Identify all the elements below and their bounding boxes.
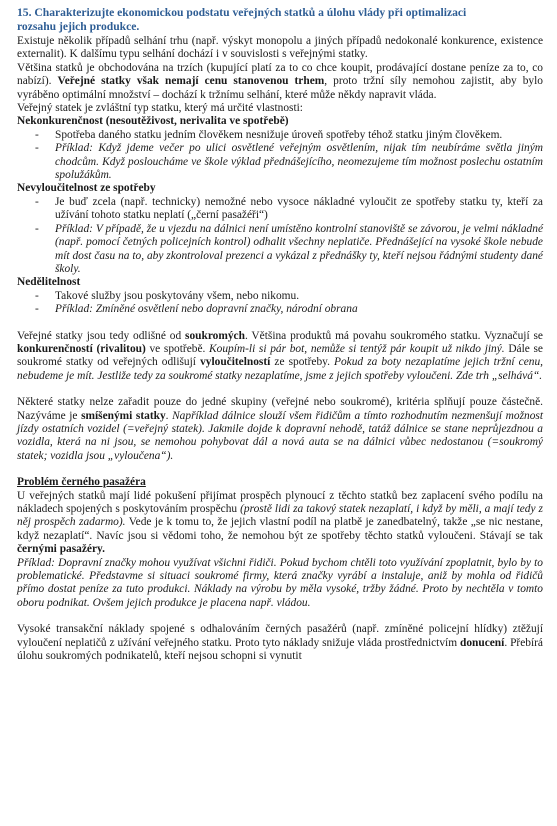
text-run: Vysoké transakční náklady spojené s odhalováním černých pasažérů (např. zmíněné policejní hlídky) ztěžují vyloučení neplatičů z užívání veřejného statku. Proto tyto náklady snižuje vláda prostřednictvím	[17, 623, 543, 649]
list-item-text: Takové služby jsou poskytovány všem, nebo nikomu.	[55, 289, 300, 302]
text-run: .	[165, 409, 173, 422]
property-heading-nonrivalry: Nekonkurenčnost (nesoutěživost, nerivalita ve spotřebě)	[17, 115, 289, 128]
free-rider-paragraph	[17, 490, 543, 557]
list-item: - Takové služby jsou poskytovány všem, nebo nikomu.	[35, 289, 300, 302]
spacer	[17, 610, 543, 623]
example-text: Pokud za boty nezaplatíme jejich tržní cenu, nebudeme je mít. Jestliže tedy za soukromé statky nezaplatíme, jsme z jejich spotřeby vyloučeni. Zde trh „selhává“.	[17, 356, 543, 382]
list-item-text: Spotřeba daného statku jedním člověkem nesnižuje úroveň spotřeby téhož statku jiným člověkem.	[55, 128, 503, 141]
transaction-costs-paragraph	[17, 623, 543, 663]
spacer	[17, 463, 543, 476]
property-heading-indivisibility: Nedělitelnost	[17, 276, 81, 289]
example-text: (prostě lidi za takový statek nezaplatí, i když by měli, a mají tedy z něj prospěch zadarmo).	[17, 503, 543, 529]
text-run: Většina statků je obchodována na trzích (kupující platí za to co chce koupit, prodávající dostane peníze za to, co nabízí).	[17, 61, 543, 88]
list-item: - Příklad: V případě, že u vjezdu na dálnici není umístěno kontrolní stanoviště se závorou, je velmi nákladné (např. pomocí četných policejních kontrol) odhalit všechny neplatiče. Přednášející na vysoké škole nebude mít dost času na to, aby zkontroloval prezenci a vykázal z přednášky ty, kteří nejsou řádnými studenty dané školy.	[35, 222, 543, 275]
title-line-1: 15. Charakterizujte ekonomickou podstatu veřejných statků a úlohu vlády při optimalizaci	[17, 6, 467, 19]
text-run: Některé statky nelze zařadit pouze do jedné skupiny (veřejné nebo soukromé), kritéria splňují pouze částečně. Nazýváme je	[17, 396, 543, 422]
list-item-text: Je buď zcela (např. technicky) nemožné nebo vysoce nákladné vyloučit ze spotřeby statku ty, kteří za užívání tohoto statku neplatí („černí pasažéři“)	[55, 195, 543, 222]
emphasis: vyloučitelností	[200, 356, 271, 369]
spacer	[17, 383, 543, 396]
free-rider-heading: Problém černého pasažéra	[17, 476, 146, 489]
spacer	[17, 317, 543, 330]
text-run: Dále se soukromé statky od veřejných odlišují	[17, 342, 543, 369]
text-run: Veřejné statky jsou tedy odlišné od	[17, 329, 186, 342]
text-run: ze spotřeby.	[270, 356, 335, 369]
text-run: , proto tržní síly nemohou zajistit, aby bylo vyráběno optimální množství – dochází k tržnímu selhání, které může někdy napravit vláda.	[17, 75, 543, 101]
list-item-text: Příklad: Zmíněné osvětlení nebo dopravní značky, národní obrana	[55, 303, 358, 316]
property-heading-nonexcludability: Nevyloučitelnost ze spotřeby	[17, 182, 156, 195]
text-run: ve spotřebě.	[145, 342, 210, 355]
property-list-nonrivalry	[17, 129, 543, 183]
title-line-2: rozsahu jejich produkce.	[17, 20, 140, 33]
property-list-indivisibility	[17, 290, 543, 317]
example-text: Koupím-li si pár bot, nemůže si tentýž pár koupit už nikdo jiný.	[209, 342, 505, 355]
list-item: - Příklad: Když jdeme večer po ulici osvětlené veřejným osvětlením, nijak tím neubíráme světla jiným chodcům. Když posloucháme ve škole výklad přednášejícího, neomezujeme tím možnost poslechu ostatním spolužákům.	[35, 142, 543, 182]
list-item: - Příklad: Zmíněné osvětlení nebo dopravní značky, národní obrana	[35, 303, 358, 316]
intro-paragraph-3: Veřejný statek je zvláštní typ statku, který má určité vlastnosti:	[17, 102, 303, 115]
question-title	[17, 6, 543, 34]
intro-paragraph-2	[17, 62, 543, 102]
list-item-text: Příklad: Když jdeme večer po ulici osvětlené veřejným osvětlením, nijak tím neubíráme světla jiným chodcům. Když posloucháme ve škole výklad přednášejícího, neomezujeme tím možnost poslechu ostatním spolužákům.	[55, 142, 543, 182]
list-item: - Spotřeba daného statku jedním člověkem nesnižuje úroveň spotřeby téhož statku jiným člověkem.	[35, 128, 503, 141]
emphasis: černými pasažéry.	[17, 543, 105, 556]
property-list-nonexcludability	[17, 196, 543, 276]
example-text: Příklad: Dopravní značky mohou využívat všichni řidiči. Pokud bychom chtěli toto využívání zpoplatnit, bylo by to problematické. Představme si situaci soukromé firmy, která značky vyrábí a instaluje, aniž by mohla od řidičů přímo dostat peníze za tuto produkci. Náklady na výrobu by měla vysoké, tržby žádné. Proto by nechtěla v tomto oboru podnikat. Ovšem jejich produkce je placena např. vládou.	[17, 556, 543, 609]
private-goods-paragraph	[17, 330, 543, 384]
example-text: Například dálnice slouží všem řidičům a tímto rozhodnutím nezmenšují možnost jízdy ostatních vozidel (=veřejný statek). Jakmile dojde k dopravní nehodě, tatáž dálnice se stane neprůjezdnou a vozidla, která na ni jsou, se nemohou pohybovat dál a nová auta se na dálnici vůbec nedostanou (=soukromý statek; vozidla jsou „vyloučena“).	[17, 409, 543, 462]
emphasis: konkurenčností (rivalitou)	[17, 342, 146, 355]
text-run: U veřejných statků mají lidé pokušení přijímat prospěch plynoucí z těchto statků bez zaplacení svého podílu na nákladech spojených s poskytováním prospěchu	[17, 489, 543, 515]
emphasis: smíšenými statky	[81, 409, 166, 422]
emphasis: Veřejné statky však nemají cenu stanovenou trhem	[57, 75, 325, 88]
text-run: . Většina produktů má povahu soukromého statku. Vyznačují se	[244, 329, 543, 342]
list-item: - Je buď zcela (např. technicky) nemožné nebo vysoce nákladné vyloučit ze spotřeby statku ty, kteří za užívání tohoto statku neplatí („černí pasažéři“)	[35, 195, 543, 222]
free-rider-example	[17, 557, 543, 611]
list-item-text: Příklad: V případě, že u vjezdu na dálnici není umístěno kontrolní stanoviště se závorou, je velmi nákladné (např. pomocí četných policejních kontrol) odhalit všechny neplatiče. Přednášející na vysoké škole nebude mít dost času na to, aby zkontroloval prezenci a vykázal z přednášky ty, kteří nejsou řádnými studenty dané školy.	[55, 222, 543, 275]
emphasis: donucení	[460, 636, 505, 649]
intro-paragraph-1: Existuje několik případů selhání trhu (např. výskyt monopolu a jiných případů nedokonalé konkurence, existence externalit). K dalšímu typu selhání dochází i v souvislosti s veřejnými statky.	[17, 35, 543, 61]
emphasis: soukromých	[185, 329, 245, 342]
mixed-goods-paragraph	[17, 396, 543, 463]
text-run: . Přebírá úlohu soukromých podnikatelů, kteří nejsou schopni si vynutit	[17, 636, 543, 663]
text-run: Vede je k tomu to, že jejich vlastní podíl na platbě je zanedbatelný, takže „se nic nestane, když nezaplatí“. Navíc jsou si vědomi toho, že nemohou být ze spotřeby těchto statků vyloučeni. Stávají se tak	[17, 516, 543, 542]
